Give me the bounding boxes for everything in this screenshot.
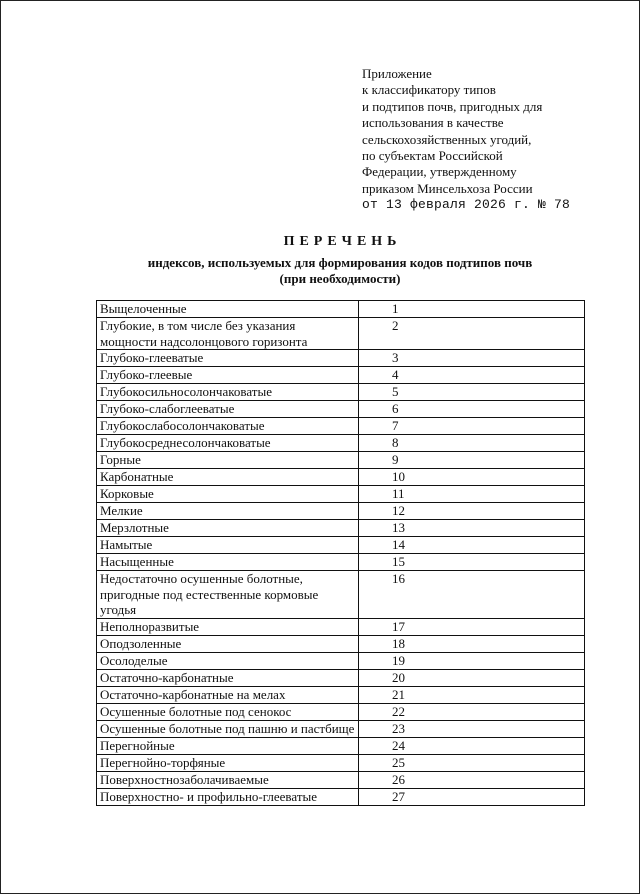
subtype-name-cell: Перегнойные	[97, 737, 359, 754]
subtype-name-cell: Оподзоленные	[97, 635, 359, 652]
index-code-cell: 19	[359, 652, 585, 669]
index-code-cell: 5	[359, 384, 585, 401]
index-code-cell: 3	[359, 350, 585, 367]
subtype-name-cell: Осолоделые	[97, 652, 359, 669]
table-row	[97, 788, 585, 805]
subtype-name-cell: Недостаточно осушенные болотные, пригодные под естественные кормовые угодья	[97, 571, 359, 619]
subtype-name-cell: Перегнойно-торфяные	[97, 754, 359, 771]
index-code-cell: 25	[359, 754, 585, 771]
table-row	[97, 486, 585, 503]
index-code-cell: 6	[359, 401, 585, 418]
subtype-name-cell: Горные	[97, 452, 359, 469]
subtype-name-cell: Глубоко-глеевые	[97, 367, 359, 384]
index-code-cell: 4	[359, 367, 585, 384]
table-row	[97, 367, 585, 384]
subtitle-line: (при необходимости)	[279, 271, 401, 286]
subtype-name-cell: Глубокослабосолончаковатые	[97, 418, 359, 435]
index-code-cell: 23	[359, 720, 585, 737]
appendix-line: сельскохозяйственных угодий,	[362, 131, 532, 147]
table-row	[97, 537, 585, 554]
index-code-cell: 13	[359, 520, 585, 537]
subtype-name-cell: Глубокосильносолончаковатые	[97, 384, 359, 401]
index-code-cell: 18	[359, 635, 585, 652]
index-code-cell: 10	[359, 469, 585, 486]
subtype-name-cell: Корковые	[97, 486, 359, 503]
subtype-name-cell: Глубокосреднесолончаковатые	[97, 435, 359, 452]
index-code-cell: 8	[359, 435, 585, 452]
table-row	[97, 737, 585, 754]
table-row	[97, 669, 585, 686]
subtype-name-cell: Намытые	[97, 537, 359, 554]
index-code-cell: 1	[359, 301, 585, 318]
appendix-line: по субъектам Российской	[362, 148, 503, 164]
appendix-line: Приложение	[362, 66, 432, 81]
table-row	[97, 720, 585, 737]
index-table	[96, 300, 585, 806]
subtype-name-cell: Выщелоченные	[97, 301, 359, 318]
index-code-cell: 14	[359, 537, 585, 554]
index-code-cell: 20	[359, 669, 585, 686]
table-row	[97, 520, 585, 537]
index-code-cell: 2	[359, 318, 585, 350]
appendix-line: использования в качестве	[362, 115, 504, 131]
subtype-name-cell: Карбонатные	[97, 469, 359, 486]
order-reference: от 13 февраля 2026 г. № 78	[362, 197, 571, 213]
subtype-name-cell: Неполноразвитые	[97, 618, 359, 635]
table-row	[97, 686, 585, 703]
subtype-name-cell: Мерзлотные	[97, 520, 359, 537]
subtitle-line: индексов, используемых для формирования кодов подтипов почв	[147, 255, 533, 270]
table-row	[97, 703, 585, 720]
document-subtitle	[100, 255, 580, 287]
subtype-name-cell: Глубоко-слабоглееватые	[97, 401, 359, 418]
index-code-cell: 9	[359, 452, 585, 469]
document-title: ПЕРЕЧЕНЬ	[283, 234, 402, 249]
subtype-name-cell: Поверхностнозаболачиваемые	[97, 771, 359, 788]
index-code-cell: 17	[359, 618, 585, 635]
table-row	[97, 301, 585, 318]
table-row	[97, 635, 585, 652]
subtype-name-cell: Остаточно-карбонатные на мелах	[97, 686, 359, 703]
table-row	[97, 350, 585, 367]
index-code-cell: 22	[359, 703, 585, 720]
subtype-name-cell: Мелкие	[97, 503, 359, 520]
table-row	[97, 435, 585, 452]
subtype-name-cell: Осушенные болотные под сенокос	[97, 703, 359, 720]
table-row	[97, 503, 585, 520]
table-row	[97, 652, 585, 669]
subtype-name-cell: Насыщенные	[97, 554, 359, 571]
appendix-block	[362, 66, 602, 214]
index-code-cell: 11	[359, 486, 585, 503]
table-row	[97, 401, 585, 418]
table-row	[97, 469, 585, 486]
appendix-line: Федерации, утвержденному	[362, 164, 517, 180]
index-code-cell: 26	[359, 771, 585, 788]
subtype-name-cell: Остаточно-карбонатные	[97, 669, 359, 686]
table-row	[97, 452, 585, 469]
index-code-cell: 15	[359, 554, 585, 571]
index-code-cell: 12	[359, 503, 585, 520]
index-code-cell: 7	[359, 418, 585, 435]
appendix-line: приказом Минсельхоза России	[362, 180, 533, 196]
appendix-line: и подтипов почв, пригодных для	[362, 98, 543, 114]
subtype-name-cell: Осушенные болотные под пашню и пастбище	[97, 720, 359, 737]
table-row	[97, 571, 585, 619]
index-code-cell: 21	[359, 686, 585, 703]
table-row	[97, 384, 585, 401]
table-row	[97, 771, 585, 788]
table-row	[97, 618, 585, 635]
index-code-cell: 16	[359, 571, 585, 619]
table-row	[97, 754, 585, 771]
table-row	[97, 418, 585, 435]
subtype-name-cell: Глубокие, в том числе без указания мощности надсолонцового горизонта	[97, 318, 359, 350]
index-code-cell: 27	[359, 788, 585, 805]
subtype-name-cell: Глубоко-глееватые	[97, 350, 359, 367]
table-row	[97, 554, 585, 571]
appendix-line: к классификатору типов	[362, 82, 496, 98]
table-row	[97, 318, 585, 350]
index-code-cell: 24	[359, 737, 585, 754]
subtype-name-cell: Поверхностно- и профильно-глееватые	[97, 788, 359, 805]
